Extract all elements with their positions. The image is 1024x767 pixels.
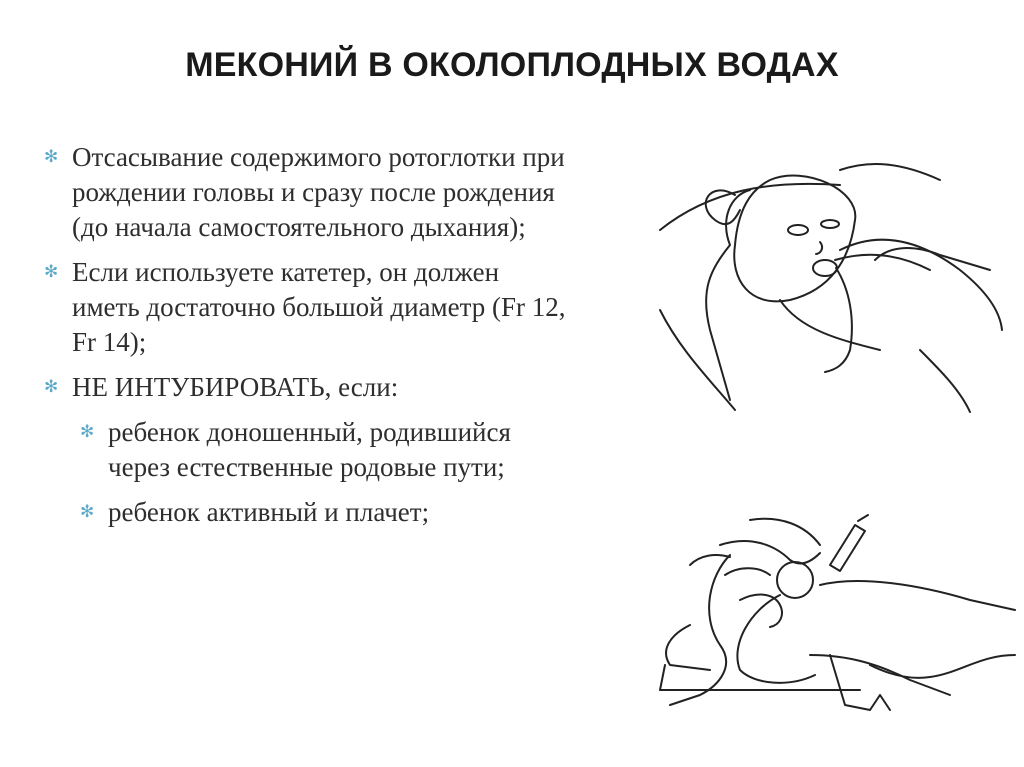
list-item: [40, 370, 570, 405]
asterisk-bullet-icon: ✻: [80, 502, 95, 522]
asterisk-bullet-icon: ✻: [44, 262, 59, 282]
sub-list-item: [76, 495, 570, 530]
list-item: [40, 255, 570, 360]
sub-list-item: [76, 415, 570, 485]
sub-bullet-text: ребенок активный и плачет;: [108, 497, 430, 527]
page-title: МЕКОНИЙ В ОКОЛОПЛОДНЫХ ВОДАХ: [185, 46, 839, 84]
list-item: [40, 140, 570, 245]
asterisk-bullet-icon: ✻: [44, 377, 59, 397]
intubation-illustration: [630, 505, 1020, 720]
bullet-text: , если:: [324, 372, 399, 402]
asterisk-bullet-icon: ✻: [44, 147, 59, 167]
bullet-list: [40, 140, 570, 540]
sub-bullet-text: ребенок доношенный, родившийся через естественные родовые пути;: [108, 417, 511, 482]
bullet-text: Отсасывание содержимого ротоглотки при рождении головы и сразу после рождения (до начала самостоятельного дыхания);: [72, 142, 565, 242]
asterisk-bullet-icon: ✻: [80, 422, 95, 442]
bullet-text: Если используете катетер, он должен иметь достаточно большой диаметр (Fr 12, Fr 14);: [72, 257, 566, 357]
newborn-suction-illustration: [640, 150, 1010, 430]
bullet-text-bold: НЕ ИНТУБИРОВАТЬ: [72, 372, 325, 402]
